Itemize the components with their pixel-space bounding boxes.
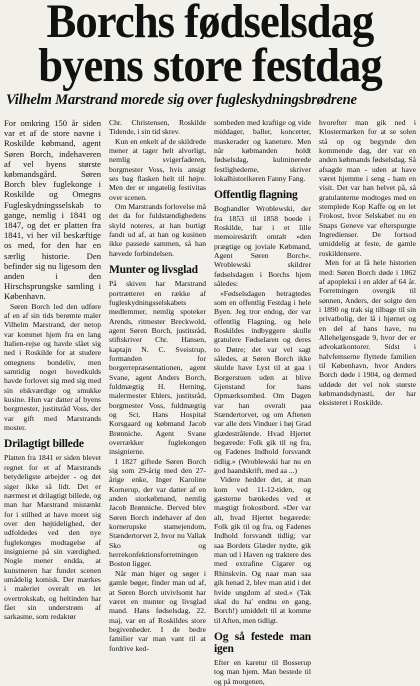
paragraph: hvorefter man gik ned i Klostermarken for at se solen stå op og begynde den kommende dag, der var en anden købmands fødselsdag. Så afsagde man - uden at have været hjemme i seng - ham en visit. Det var han helvet på, så gratulanterne modtoges med en stemplede Kop Kaffe og en let Frokost, hvor Selskabet nu en Snaps Geneve var efterspurgte Ingredienser. De fortsod umiddelig at feste, de gamle roskildensere. [319,118,417,258]
paragraph: Søren Borch led den udføre af en af sin tids berømte maler Vilhelm Marstrand, der netop var kommet hjem fra en lang Italien-rejse og havde slået sig ned i Roskilde for at studere omegnens bondeliv, men samtidig noget hovedkulds havde forlovet sig med sig med sin elskværdige og smukke kusine. Hun var datter af byens borgmester, justitsråd Voss, der var gift med Marstrands moster. [4,301,101,433]
headline-line-2: byens store festdag [38,39,382,92]
paragraph: Platten fra 1841 er siden blevet regnet for et af Marstrands betydeligste arbejder - og det siger ikke så lidt. Det er nærmest et drilagtigt billede, og man har Marstrand mistænkt for i stilhed at have moret sig over den højtidelighed, der udfoldedes ved den nye fuglekonges modtagelse af insignierne på sin værdighed. Nogle mener endda, at kunstneren har fundet scenen umådelig komisk. Der mærkes i maleriet overalt en let overtrokskab, og heltinden har fået sin understrøm af sarkasme, som redaktør [4,453,101,622]
paragraph: Videre hedder det, at man kom ved 11-12-tiden, og gæsterne bænkedes ved et mægtigt frokostbord. »Der var alt, hvad Hjertet begærede: Folk gik til og fra, og Fadenes Indhold forsvandt tidlig; var saa Bordets Glæder nydte, gik man ud i Haven og traktere des med extrafine Cigarer og Rhinskvin. Og naar man saa gik henad 2, blev man atid i det hvide ungdom af sted.« (Tak skal du ha' endnu en gang, Borch!) umiddelt til at komme til Aften, men tidligt. [214,475,311,625]
subheadline: Vilhelm Marstrand morede sig over fugleskydningsbrødrene [6,92,357,108]
column-3 [214,118,311,686]
column-4 [319,118,416,590]
lead-paragraph: For omkring 150 år siden var et af de store navne i Roskilde købmand, agent Søren Borch, indehaveren af vel byens største købmandsgård. Søren Borch blev fuglekonge i Roskilde og Omegns Fugleskydningsselskab to gange, nemlig i 1841 og 1847, og det er platten fra 1841, vi her vil beskæftige os med, for den har en særlig historie. Den befinder sig nu ligesom den anden i den Hirschsprungske samling i København. [4,118,101,302]
section-heading: Drilagtigt billede [4,438,84,451]
section-heading: Offentlig flagning [214,189,298,202]
article-body [4,118,418,686]
paragraph: Efter en karetur til Bosserup tog man hjem. Man bestede til og på morgenen, [214,657,311,686]
paragraph: I 1827 giftede Søren Borch sig som 29-årig med den 27-årige enke, Inger Karoline Kornerup, der var datter af en anden storkøbmand, nemlig Jacob Brønniche. Derved blev Søren Borch indehaver af den kornerupske stamejendom, Stændertorvet 2, hvor nu Vallak Sko og herrekonfektionsforretningen Boston ligger. [109,456,206,569]
paragraph: Chr. Christensen, Roskilde Tidende, i sin tid skrev. [109,118,206,137]
paragraph: Om Marstrands forlovelse må det da for fuldstændighedens skyld noteres, at han burtigt fandt ud af, at han og kusinen ikke passede sammen, så han hævede forbindelsen. [109,202,206,258]
column-1 [4,118,101,622]
paragraph: På skiven har Marstrand portrætteret en række af fugleskydningsselskabets medlemmer, nemlig spoteker Arends, ritmester Breckwold, agent Søren Borch, justitsråd, stiftskriver Chr. Hansen, kaptajn N. C. Sveistrup, formanden for borgerrepræsentationen, agent Svane, agent Anders Borch, fuldmægtig H. Herning, malermester Ehlers, justitsråd, borgmester Voss, fuldmægtig og Sct. Hans Hospital Korsgaard og købmand Jacob Brønniche. Agent Svane overrækker fuglekongen insignierne. [109,279,206,457]
section-heading: Munter og livsglad [109,264,198,277]
paragraph: Boghandler Wroblewski, der fra 1853 til 1858 boede i Roskilde, har i et lille memoireskrift omtalt »den prægtige og joviale Købmand, Agent Søren Borch«. Wroblewski skildrer fødselsdagen i Borchs hjem således: [214,204,311,289]
headline [4,0,416,92]
paragraph: sombeden med kraftige og vide middager, baller, koncerter, maskerader og kaneture. Men når købmanden holdt fødselsdag, kulminerede festlighederne, skriver lokalhistorikeren Fanny Fang. [214,118,311,184]
column-2 [109,118,206,653]
paragraph: Når man higer og søger i gamle bøger, finder man ud af, at Søren Borch utvivlsomt har været en munter og livsglad mand. Hans fødselsdag, 22. maj, var en af Roskildes store begivenheder. I de bedre familier var man vant til at fordrive ked- [109,568,206,653]
section-heading: Og så festede man igen [214,630,311,655]
paragraph: Kun en enkelt af de skildrede mener at tager helt alvorligt, nemlig svigerfaderen, borgmester Voss, hvis ansigt ses bag flasken helt til højre. Men der er ungatelig festivitas over scenen. [109,136,206,202]
paragraph: Men for at få hele historien med: Søren Borch døde i 1862 af apopleksi i en alder af 64 år. Forretningen overgik til sønnen, Anders, der solgte den i 1890 og trak sig tilbage til sin privatbolig, der lå i hjørnet og en del af hans have, nu Allehelgensgade 9, hvor der er advokatkontorer. Sidst i halvfemserne flyttede familien til København, hvor Anders Borch døde i 1904, og dermed uddøde det vel nok største købmandsdynasti, der har eksisteret i Roskilde. [319,258,416,408]
paragraph: «Fødselsdagen betragtedes som en offentlig Festdag i hele Byen. Jeg tror endog, der var offentlig Flagning, og hele Roskildes indbyggere skulle gratulere Fødselaren og deres to Døtre; det var vel sagt således, at Søren Borch ikke skulde have Lyst til at gaa i Borgerstuen uden at blive Gjenstand for hans Opmærksomhed. Om Dagen var han overalt paa Stændertorvet, og om Aftenen var alle dets Vinduer i høj Grad glædestrålende. Hvad Hjertet begærede: Folk gik til og fra, og Fadenes Indhold forsvandt tidlig.» (Wroblewski har nu en god haandskrift, med aa ...) [214,288,311,476]
headline-line-1: Borchs fødselsdag [46,0,374,48]
